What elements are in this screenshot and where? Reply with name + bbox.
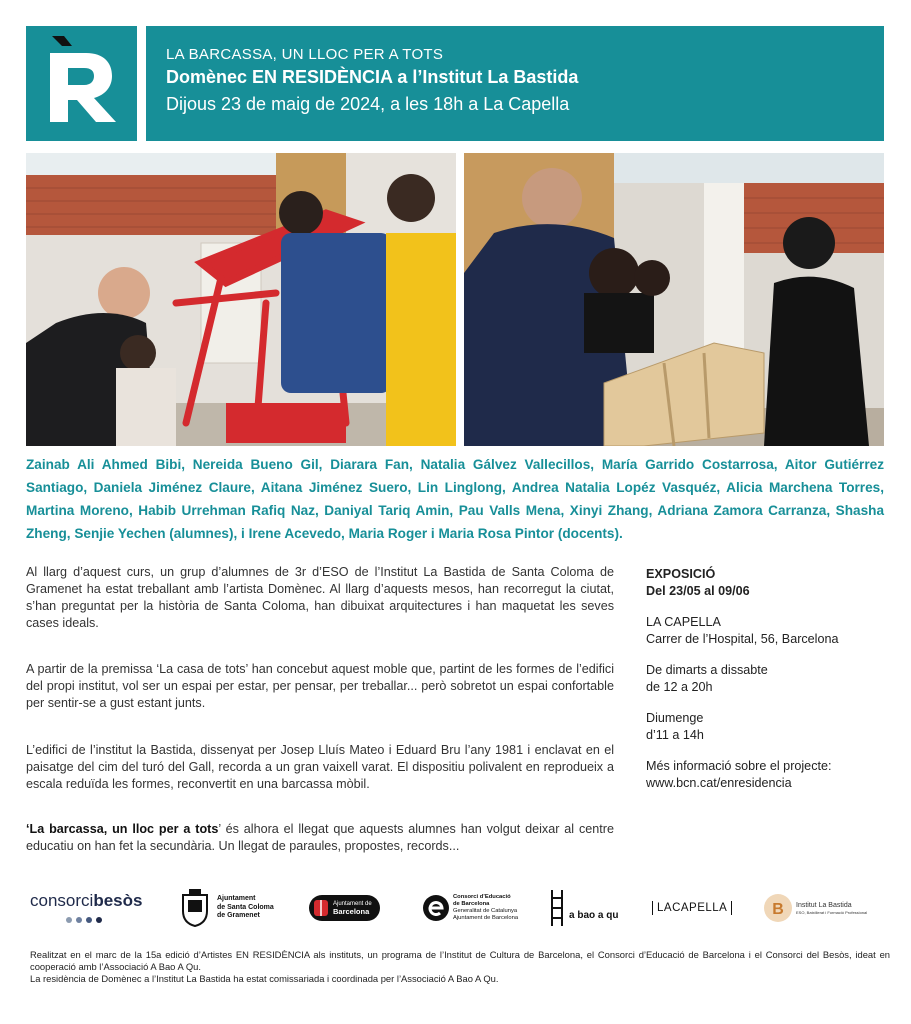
weekday-label: De dimarts a dissabte [646, 663, 768, 677]
abaoaqu-text: a bao a qu [569, 909, 619, 921]
exhibition-title: EXPOSICIÓ [646, 567, 716, 581]
bastida-b-icon [764, 894, 792, 922]
lacapella-text: LACAPELLA [652, 901, 732, 915]
sponsor-logos [26, 884, 884, 932]
header-banner [146, 26, 884, 141]
dots-icon [64, 915, 114, 925]
ajuntament-santa-coloma-logo [179, 884, 291, 932]
photo-students-painting-chair [26, 153, 456, 446]
besos-text: besòs [93, 890, 143, 910]
en-residencia-logo [26, 26, 137, 141]
footer-credits [30, 949, 890, 985]
consorci-educacio-logo [423, 884, 528, 932]
paragraph-3: L’edifici de l’institut la Bastida, dissenyat per Josep Lluís Mateo i Eduard Bru l’any 1981 i enclavat en el paisatge del cim del turó del Gall, recorda a un gran vaixell varat. El dispositiu polivalent en reprodueix a escala reduïda les formes, reconvertit en una barcassa mòbil. [26, 743, 614, 791]
project-url[interactable]: www.bcn.cat/enresidencia [646, 776, 792, 790]
ajuntament-barcelona-logo [309, 884, 391, 932]
r-logo-icon [26, 26, 137, 141]
santa-coloma-line-1: Ajuntament [217, 895, 256, 903]
institut-la-bastida-logo [764, 884, 884, 932]
footer-line-1: Realitzat en el marc de la 15a edició d’Artistes EN RESIDÈNCIA als instituts, un programa de l’Institut de Cultura de Barcelona, el Consorci d’Educació de Barcelona i el Consorci del Besòs, ideat en cooperació amb l’Associació A Bao A Qu. [30, 949, 890, 972]
santa-coloma-line-3: de Gramenet [217, 912, 260, 920]
exhibition-dates: Del 23/05 al 09/06 [646, 584, 750, 598]
venue-name: LA CAPELLA [646, 615, 721, 629]
project-name-highlight: ‘La barcassa, un lloc per a tots [26, 822, 219, 836]
ceb-line-1: Consorci d’Educació [453, 894, 511, 900]
paragraph-4-rest: ’ és alhora el llegat que aquests alumnes han volgut deixar al centre educatiu on han fet la secundària. Un llegat de paraules, propostes, records... [26, 822, 614, 853]
paragraph-4 [26, 821, 614, 855]
barcelona-line-1: Ajuntament de [333, 901, 372, 907]
weekday-hours: de 12 a 20h [646, 680, 713, 694]
consorci-besos-logo [30, 884, 160, 932]
sunday-hours: d’11 a 14h [646, 728, 704, 742]
ceb-line-2: de Barcelona [453, 901, 490, 907]
sunday-label: Diumenge [646, 711, 704, 725]
la-capella-logo [652, 884, 734, 932]
santa-coloma-line-2: de Santa Coloma [217, 903, 274, 911]
project-title: LA BARCASSA, UN LLOC PER A TOTS [166, 46, 444, 63]
photo-students-building-furniture [464, 153, 884, 446]
consorci-e-icon [423, 895, 449, 921]
event-title: Domènec EN RESIDÈNCIA a l’Institut La Bastida [166, 67, 579, 87]
ceb-line-4: Ajuntament de Barcelona [453, 915, 519, 921]
ceb-line-3: Generalitat de Catalunya [453, 908, 518, 914]
bastida-line-1: Institut La Bastida [796, 901, 852, 909]
participants-list: Zainab Ali Ahmed Bibi, Nereida Bueno Gil, Diarara Fan, Natalia Gálvez Vallecillos, María Garrido Costarrosa, Aitor Gutiérrez Santiago, Daniela Jiménez Claure, Aitana Jiménez Suero, Lin Linglong, Andrea Natalia Lopéz Vasquéz, Alicia Marchena Torres, Martina Moreno, Habib Urrehman Rafiq Naz, Daniyal Tariq Amin, Pau Valls Mena, Xinyi Zhang, Adriana Zamora Carranza, Shasha Zheng, Senjie Yechen (alumnes), i Irene Acevedo, Maria Roger i Maria Rosa Pintor (docents). [26, 457, 884, 541]
barcelona-shield-icon [313, 899, 329, 917]
consorci-text: consorci [30, 890, 94, 910]
svg-text:B: B [772, 901, 784, 918]
coat-of-arms-icon [179, 889, 211, 927]
a-bao-a-qu-logo [548, 884, 633, 932]
paragraph-2: A partir de la premissa ‘La casa de tots’ han concebut aquest moble que, partint de les formes de l’edifici del propi institut, vol ser un espai per estar, per pensar, per treballar... però sobretot un espai confortable per sentir-se a gust estant junts. [26, 662, 614, 710]
venue-address: Carrer de l’Hospital, 56, Barcelona [646, 632, 839, 646]
more-info-label: Més informació sobre el projecte: [646, 759, 832, 773]
barcelona-line-2: Barcelona [333, 907, 370, 916]
footer-line-2: La residència de Domènec a l’Institut La Bastida ha estat comissariada i coordinada per l’Associació A Bao A Qu. [30, 973, 499, 984]
ladder-icon [548, 888, 566, 928]
bastida-line-2: ESO, Batxillerat i Formació Professional [796, 909, 868, 915]
paragraph-1: Al llarg d’aquest curs, un grup d’alumnes de 3r d’ESO de l’Institut La Bastida de Santa Coloma de Gramenet ha estat treballant amb l’artista Domènec. Al llarg d’aquests mesos, han recorregut la ciutat, s’han preguntat per la història de Santa Coloma, han dibuixat arquitectures i han maquetat les seves cases ideals. [26, 565, 614, 630]
event-date: Dijous 23 de maig de 2024, a les 18h a La Capella [166, 94, 570, 114]
